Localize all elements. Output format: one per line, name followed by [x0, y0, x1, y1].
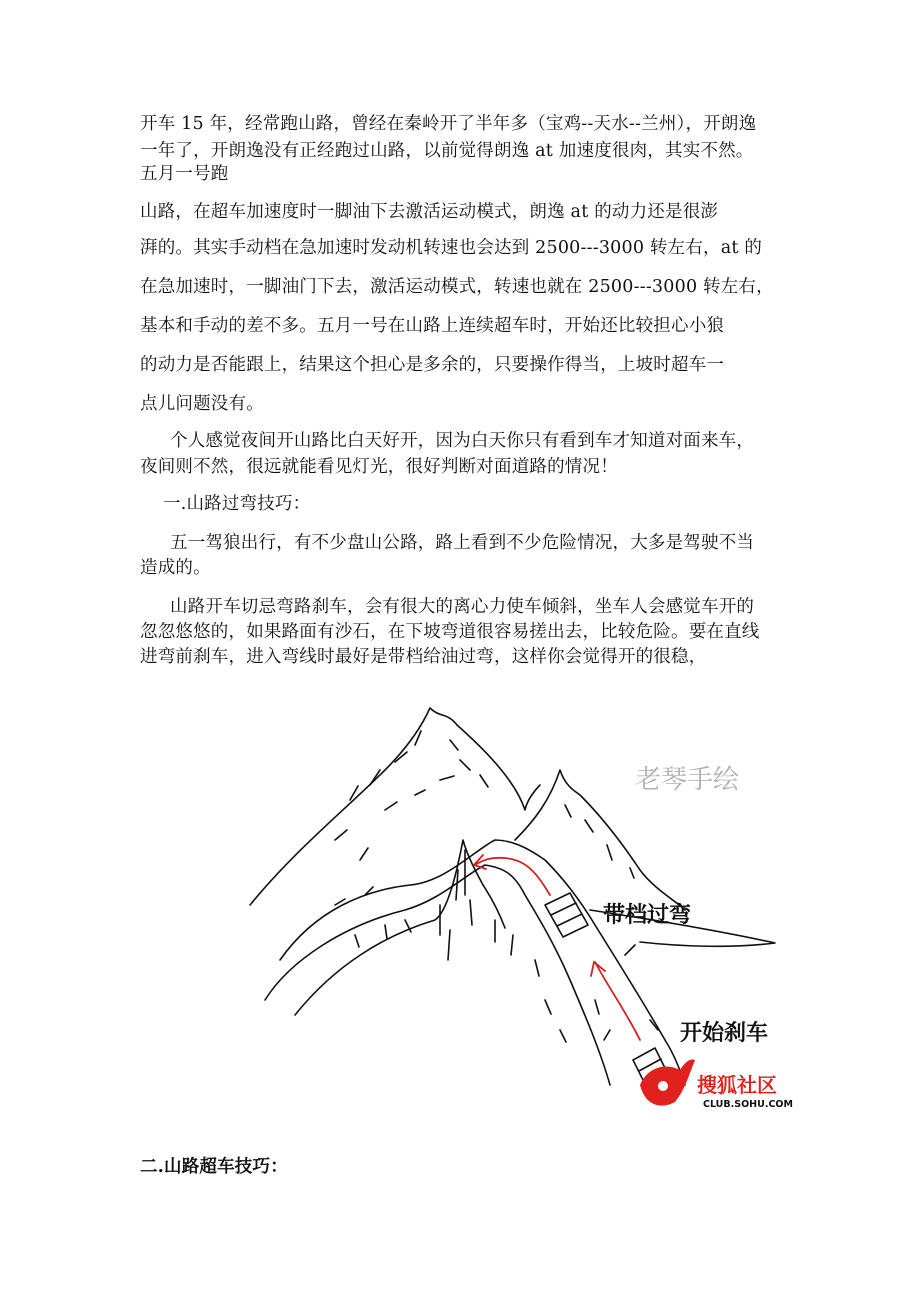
- logo-text: 搜狐社区: [697, 1073, 777, 1097]
- paragraph-3-line-2: 造成的。: [140, 558, 211, 578]
- watermark-text: 老琴手绘: [635, 765, 740, 795]
- paragraph-4-line-1: 山路开车切忌弯路刹车，会有很大的离心力使车倾斜，坐车人会感觉车开的: [170, 597, 755, 617]
- section-2-heading: 二.山路超车技巧：: [140, 1157, 288, 1177]
- gear-turn-marker: [545, 893, 588, 937]
- straight-direction-arrow: [595, 962, 640, 1040]
- paragraph-4-line-3: 进弯前刹车，进入弯线时最好是带档给油过弯，这样你会觉得开的很稳，: [140, 647, 707, 667]
- paragraph-2-line-2: 夜间则不然，很远就能看见灯光，很好判断对面道路的情况！: [140, 457, 618, 477]
- paragraph-1-line-3: 五月一号跑: [140, 164, 229, 184]
- label-gear-turn: 带档过弯: [603, 903, 692, 928]
- label-start-brake: 开始刹车: [680, 1021, 769, 1046]
- mountain-curve-diagram: [235, 700, 815, 1120]
- paragraph-1-line-8: 的动力是否能跟上，结果这个担心是多余的，只要操作得当，上坡时超车一: [140, 355, 725, 375]
- hatch-marks: [335, 731, 658, 1042]
- paragraph-1-line-6: 在急加速时，一脚油门下去，激活运动模式，转速也就在 2500---3000 转左右，: [140, 277, 774, 297]
- paragraph-1-line-1: 开车 15 年，经常跑山路，曾经在秦岭开了半年多（宝鸡--天水--兰州），开朗逸: [140, 114, 757, 134]
- front-mountain-ridge: [295, 840, 505, 1015]
- paragraph-1-line-9: 点儿问题没有。: [140, 394, 264, 414]
- ridge-shading: [456, 850, 465, 900]
- section-1-heading: 一.山路过弯技巧：: [163, 494, 311, 514]
- paragraph-1-line-2: 一年了，开朗逸没有正经跑过山路，以前觉得朗逸 at 加速度很肉，其实不然。: [140, 141, 754, 161]
- logo-url: CLUB.SOHU.COM: [703, 1099, 793, 1110]
- paragraph-2-line-1: 个人感觉夜间开山路比白天好开，因为白天你只有看到车才知道对面来车，: [170, 431, 755, 451]
- paragraph-1-line-7: 基本和手动的差不多。五月一号在山路上连续超车时，开始还比较担心小狼: [140, 316, 725, 336]
- paragraph-4-line-2: 忽忽悠悠的，如果路面有沙石，在下坡弯道很容易搓出去，比较危险。要在直线: [140, 622, 760, 642]
- paragraph-3-line-1: 五一驾狼出行，有不少盘山公路，路上看到不少危险情况，大多是驾驶不当: [170, 533, 755, 553]
- road-outer-edge: [280, 840, 685, 1085]
- back-mountain-outline: [250, 708, 540, 905]
- paragraph-1-line-5: 湃的。其实手动档在急加速时发动机转速也会达到 2500---3000 转左右，at 的: [140, 238, 763, 258]
- paragraph-1-line-4: 山路，在超车加速度时一脚油下去激活运动模式，朗逸 at 的动力还是很澎: [140, 202, 719, 222]
